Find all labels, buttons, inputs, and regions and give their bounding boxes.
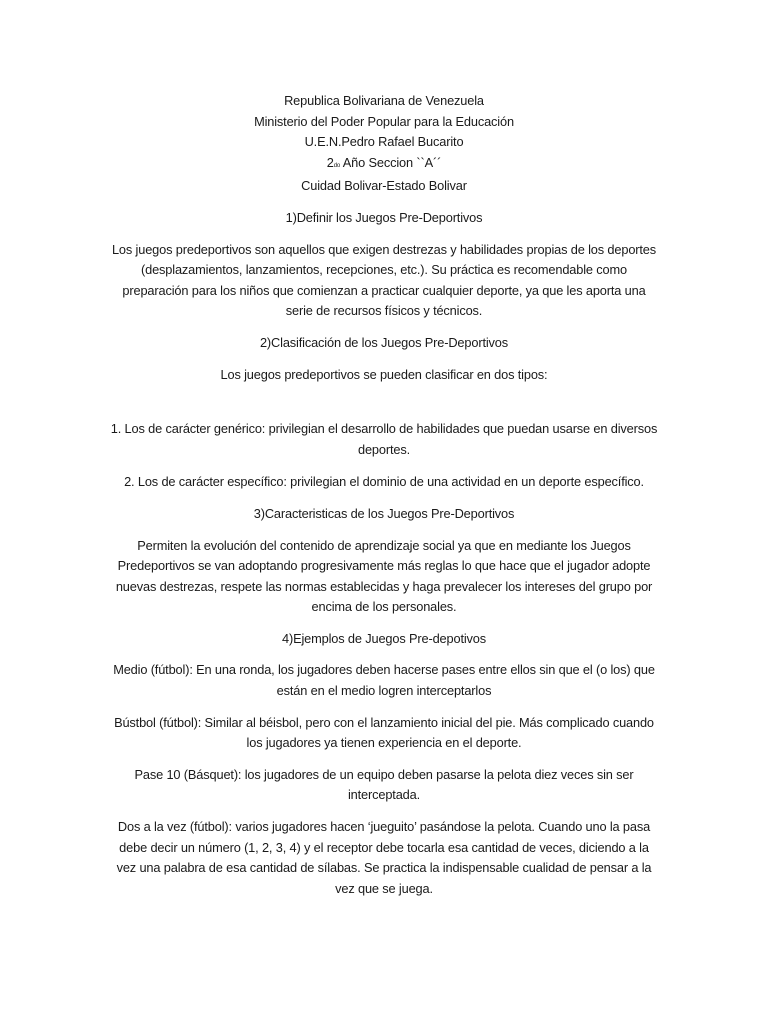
section-3-body: Permiten la evolución del contenido de aprendizaje social ya que en mediante los Juegos Predeportivos se van adoptando progresivamente más reglas lo que hace que el jugador adopte nuevas destrezas, respete las normas establecidas y haga prevalecer los intereses del grupo por encima de los personales. xyxy=(115,537,653,615)
section-1-heading: 1)Definir los Juegos Pre-Deportivos xyxy=(285,209,483,225)
section-3-heading: 3)Caracteristicas de los Juegos Pre-Deportivos xyxy=(253,505,515,521)
example-bustbol: Bústbol (fútbol): Similar al béisbol, pero con el lanzamiento inicial del pie. Más complicado cuando los jugadores ya tienen experiencia en el deporte. xyxy=(114,714,654,751)
header-ministry: Ministerio del Poder Popular para la Educación xyxy=(254,113,514,129)
example-medio: Medio (fútbol): En una ronda, los jugadores deben hacerse pases entre ellos sin que el (o los) que están en el medio logren interceptarlos xyxy=(113,662,655,699)
header-grade-ordinal: do xyxy=(333,162,341,169)
section-2-heading: 2)Clasificación de los Juegos Pre-Deportivos xyxy=(259,334,509,350)
section-4-heading: 4)Ejemplos de Juegos Pre-depotivos xyxy=(281,630,487,646)
section-2-item-2: 2. Los de carácter específico: privilegian el dominio de una actividad en un deporte específico. xyxy=(124,474,644,490)
header-republic: Republica Bolivariana de Venezuela xyxy=(284,93,484,108)
section-2-intro: Los juegos predeportivos se pueden clasificar en dos tipos: xyxy=(220,366,548,382)
section-1-body: Los juegos predeportivos son aquellos que exigen destrezas y habilidades propias de los deportes (desplazamientos, lanzamientos, recepciones, etc.). Su práctica es recomendable como preparación para los niños que comienzan a practicar cualquier deporte, ya que les aporta una serie de recursos físicos y técnicos. xyxy=(111,241,657,319)
header-grade-section: Año Seccion ``A´´ xyxy=(340,154,442,170)
header-grade xyxy=(110,153,658,177)
section-2-item-1: 1. Los de carácter genérico: privilegian el desarrollo de habilidades que puedan usarse en diversos deportes. xyxy=(110,421,658,457)
header-city: Cuidad Bolivar-Estado Bolivar xyxy=(301,178,467,194)
header-school: U.E.N.Pedro Rafael Bucarito xyxy=(304,134,464,150)
header-grade-number: 2 xyxy=(326,154,334,170)
example-pase-10: Pase 10 (Básquet): los jugadores de un equipo deben pasarse la pelota diez veces sin ser interceptada. xyxy=(134,766,634,803)
document-header xyxy=(110,91,658,197)
example-dos-a-la-vez: Dos a la vez (fútbol): varios jugadores hacen ‘jueguito’ pasándose la pelota. Cuando uno la pasa debe decir un número (1, 2, 3, 4) y el receptor debe tocarla esa cantidad de veces, diciendo a la vez una palabra de esa cantidad de sílabas. Se practica la indispensable cualidad de pensar a la vez que se juega. xyxy=(116,819,652,896)
document-content xyxy=(110,91,658,899)
